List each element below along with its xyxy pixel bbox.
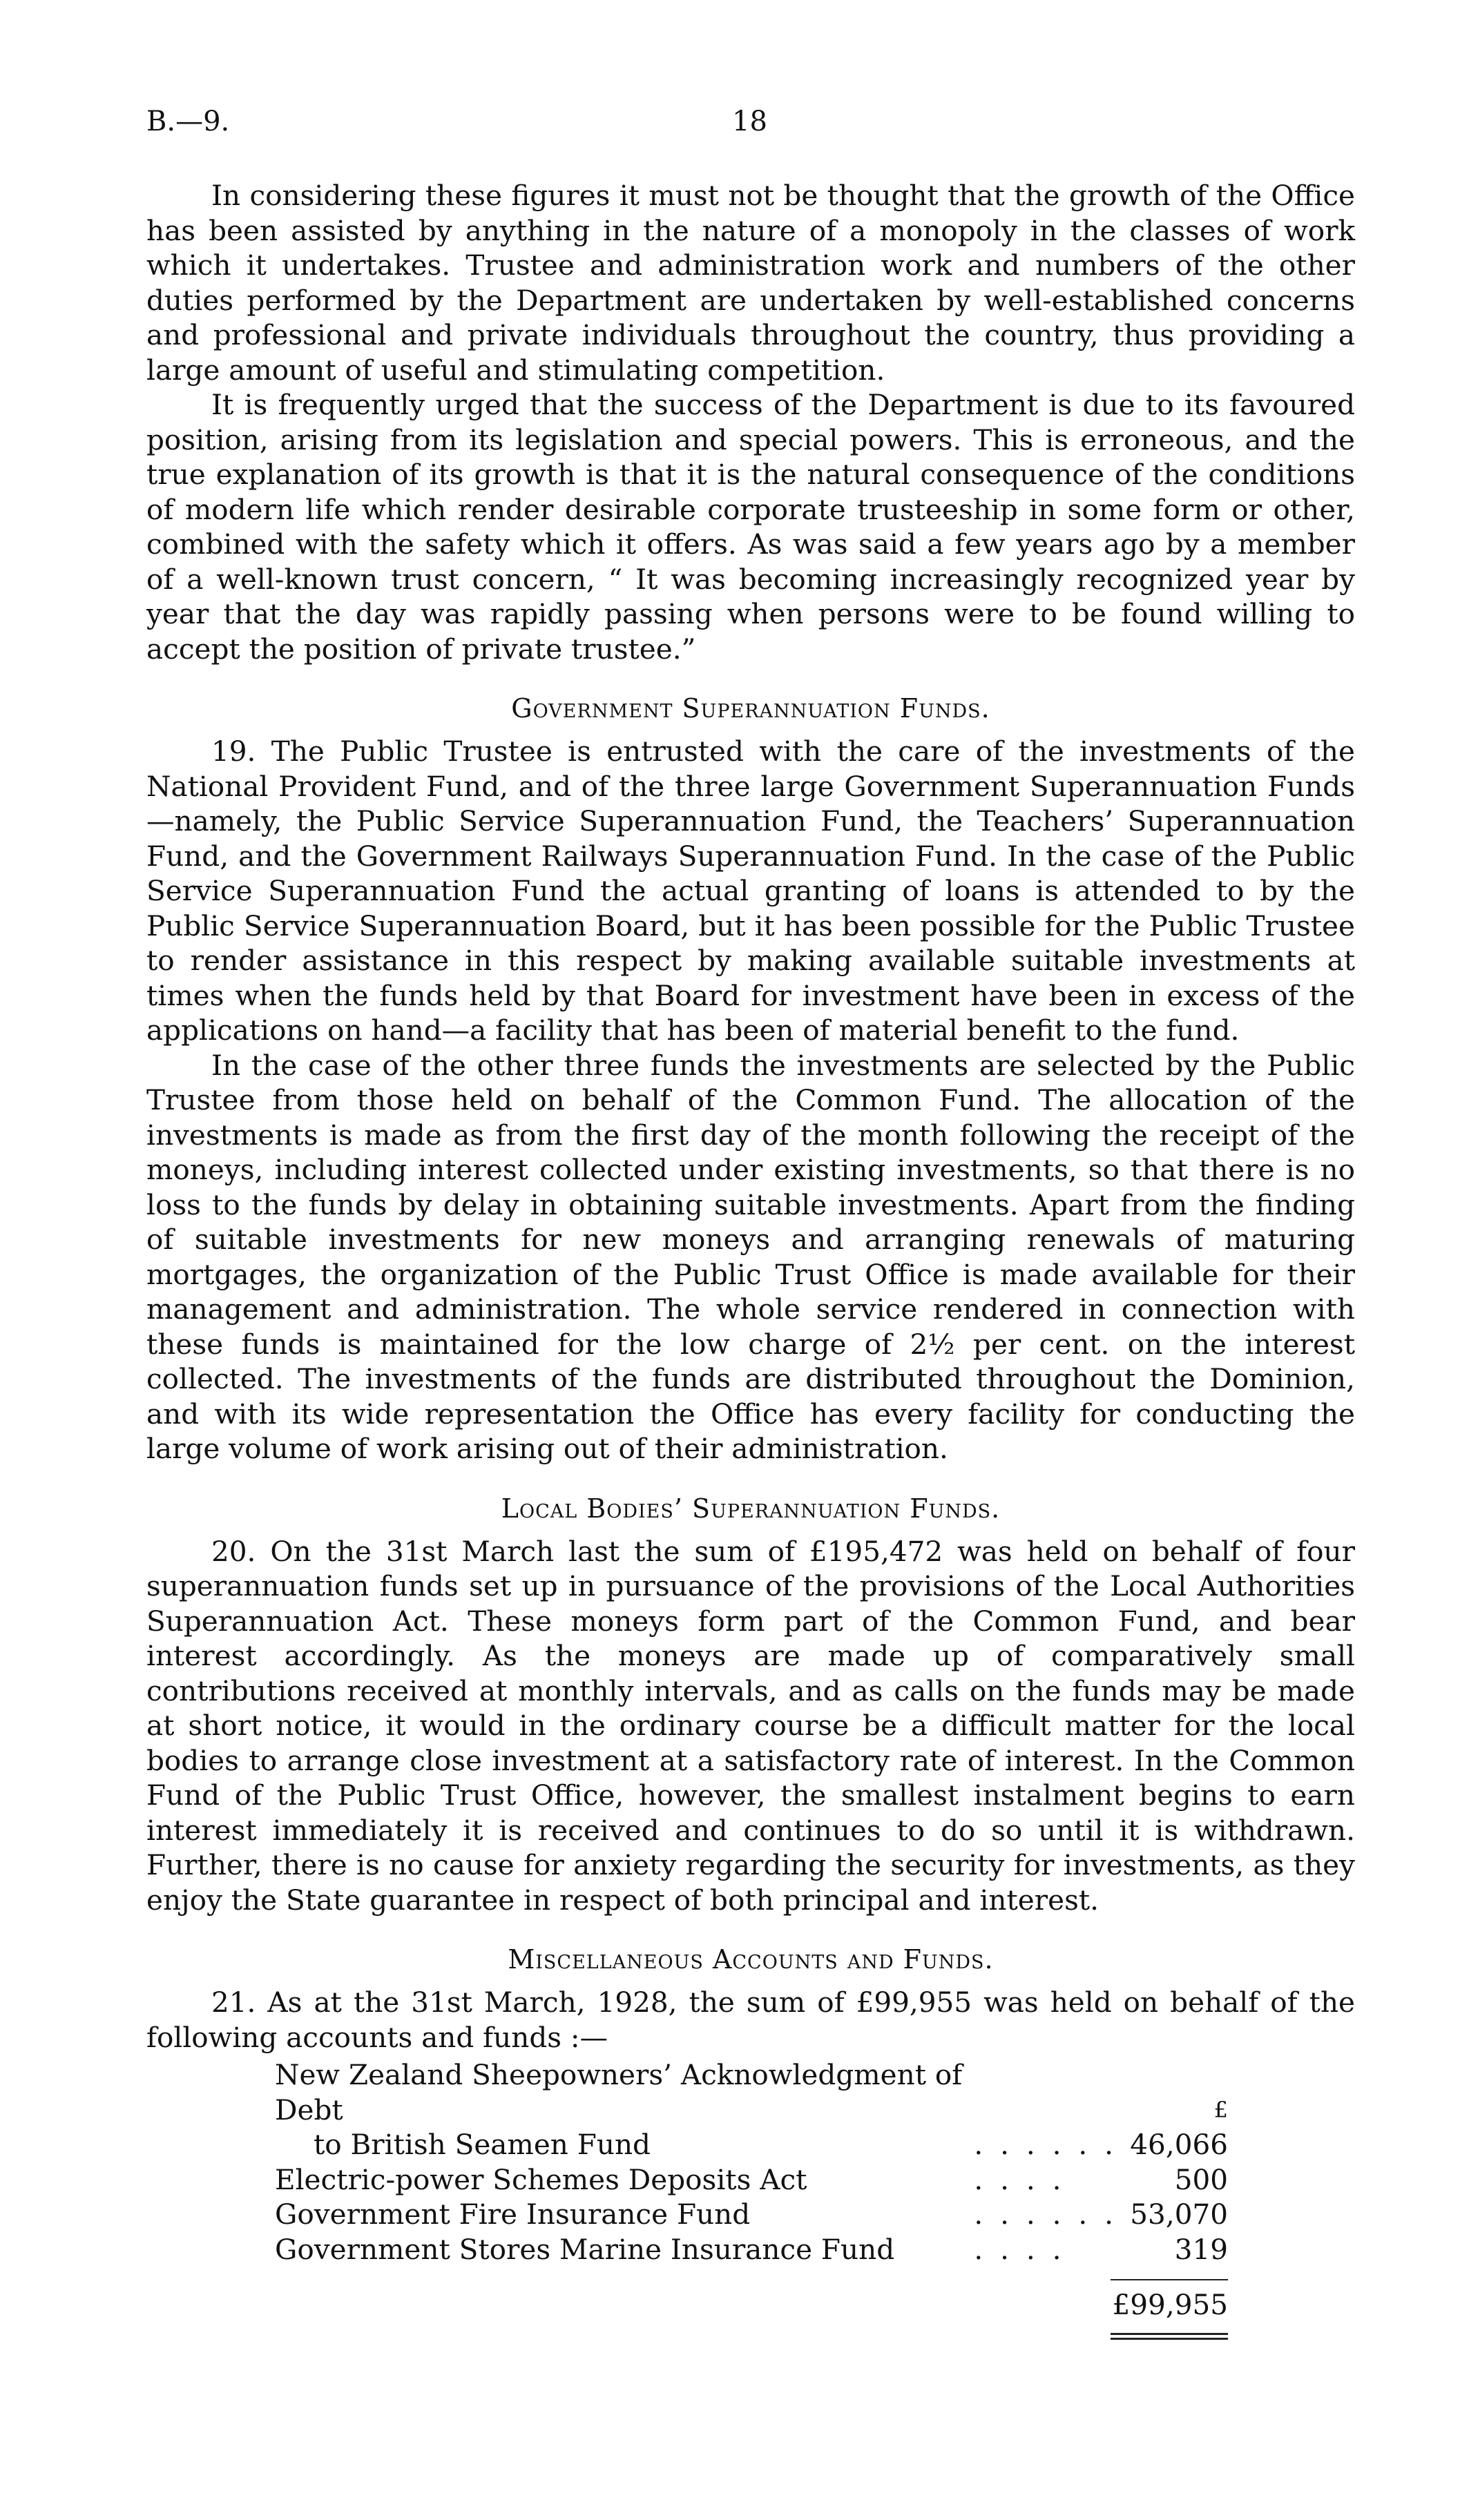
accounts-total — [275, 2267, 1228, 2363]
currency-symbol: £ — [1213, 2096, 1228, 2123]
paragraph: 21. As at the 31st March, 1928, the sum of £99,955 was held on behalf of the following accounts and funds :— — [146, 1986, 1355, 2054]
total-rule — [1111, 2279, 1228, 2280]
double-rule — [1111, 2333, 1228, 2335]
account-amount: 319 — [1174, 2232, 1228, 2266]
total-amount: £99,955 — [1112, 2288, 1228, 2321]
section-heading-miscellaneous-accounts: Miscellaneous Accounts and Funds. — [508, 1944, 994, 1975]
paragraph: 20. On the 31st March last the sum of £195,472 was held on behalf of four superannuation funds set up in pursuance of the provisions of the Local Authorities Superannuation Act. These moneys form part of the Common Fund, and bear interest accordingly. As the moneys are made up of comparatively small contributions received at monthly intervals, and as calls on the funds may be made at short notice, it would in the ordinary course be a difficult matter for the local bodies to arrange close investment at a satisfactory rate of interest. In the Common Fund of the Public Trust Office, however, the smallest instalment begins to earn interest immediately it is received and continues to do so until it is withdrawn. Further, there is no cause for anxiety regarding the security for investments, as they enjoy the State guarantee in respect of both principal and interest. — [146, 1534, 1355, 1917]
leader-dots: . . . . . . — [974, 2198, 1117, 2231]
table-row — [275, 2127, 1228, 2162]
table-row — [275, 2057, 1228, 2127]
accounts-table — [275, 2057, 1228, 2267]
page-number: 18 — [732, 106, 767, 137]
account-amount: 500 — [1174, 2162, 1228, 2196]
table-row — [275, 2232, 1228, 2267]
section-heading-government-superannuation: Government Superannuation Funds. — [511, 693, 990, 724]
paragraph: In considering these figures it must not be thought that the growth of the Office has been assisted by anything in the nature of a monopoly in the classes of work which it undertakes. Trustee and administration work and numbers of the other duties performed by the Department are undertaken by well-established concerns and professional and private individuals throughout the country, thus providing a large amount of useful and stimulating competition. — [146, 179, 1355, 387]
section-heading-local-bodies-superannuation: Local Bodies’ Superannuation Funds. — [501, 1493, 1001, 1524]
document-reference: B.—9. — [146, 106, 230, 137]
leader-dots: . . . . — [974, 2232, 1066, 2266]
table-row — [275, 2197, 1228, 2232]
account-amount: 53,070 — [1130, 2198, 1228, 2231]
account-name-continued: to British Seamen Fund — [314, 2128, 651, 2161]
page-body — [146, 178, 1355, 2363]
paragraph: It is frequently urged that the success of the Department is due to its favoured position, arising from its legislation and special powers. This is erroneous, and the true explanation of its growth is that it is the natural consequence of the conditions of modern life which render desirable corporate trusteeship in some form or other, combined with the safety which it offers. As was said a few years ago by a member of a well-known trust concern, “ It was becoming increasingly recognized year by year that the day was rapidly passing when persons were to be found willing to accept the position of private trustee.” — [146, 388, 1355, 666]
double-rule — [1111, 2338, 1228, 2340]
page-header — [146, 102, 1314, 144]
paragraph: In the case of the other three funds the investments are selected by the Public Trustee from those held on behalf of the Common Fund. The allocation of the investments is made as from the first day of the month following the receipt of the moneys, including interest collected under existing investments, so that there is no loss to the funds by delay in obtaining suitable investments. Apart from the finding of suitable investments for new moneys and arranging renewals of maturing mortgages, the organization of the Public Trust Office is made available for their management and administration. The whole service rendered in connection with these funds is maintained for the low charge of 2½ per cent. on the interest collected. The investments of the funds are distributed throughout the Dominion, and with its wide representation the Office has every facility for conducting the large volume of work arising out of their administration. — [146, 1048, 1355, 1465]
account-amount: 46,066 — [1130, 2128, 1228, 2161]
account-name: Electric-power Schemes Deposits Act — [275, 2162, 807, 2196]
leader-dots: . . . . . . — [974, 2128, 1117, 2161]
table-row — [275, 2162, 1228, 2198]
account-name: New Zealand Sheepowners’ Acknowledgment of Debt — [275, 2058, 963, 2126]
paragraph: 19. The Public Trustee is entrusted with the care of the investments of the National Provident Fund, and of the three large Government Superannuation Funds—namely, the Public Service Superannuation Fund, the Teachers’ Superannuation Fund, and the Government Railways Superannuation Fund. In the case of the Public Service Superannuation Fund the actual granting of loans is attended to by the Public Service Superannuation Board, but it has been possible for the Public Trustee to render assistance in this respect by making available suitable investments at times when the funds held by that Board for investment have been in excess of the applications on hand—a facility that has been of material benefit to the fund. — [146, 735, 1355, 1047]
account-name: Government Stores Marine Insurance Fund — [275, 2232, 895, 2266]
leader-dots: . . . . — [974, 2162, 1066, 2196]
account-name: Government Fire Insurance Fund — [275, 2198, 751, 2231]
